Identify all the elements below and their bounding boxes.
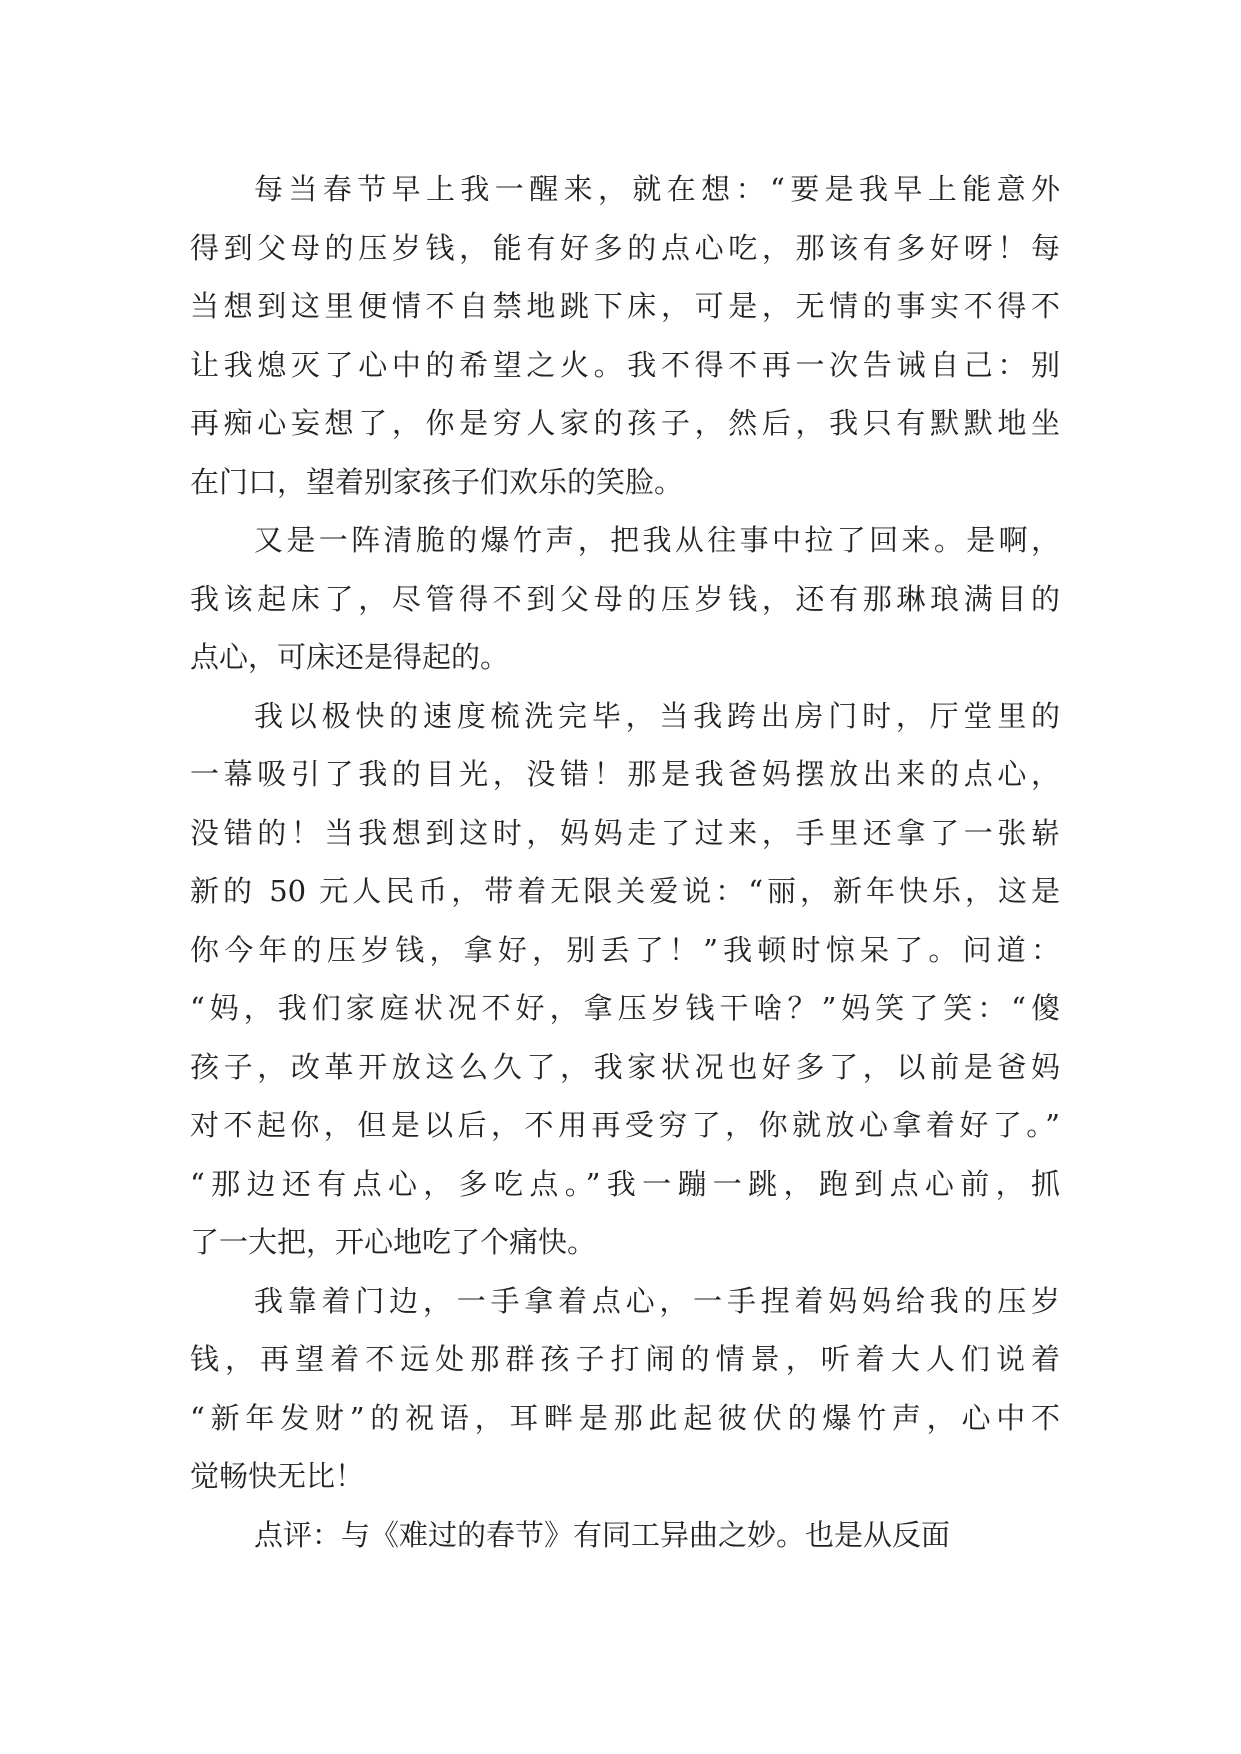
paragraph-1-line-1: 每当春节早上我一醒来，就在想：“要是我早上能意外 — [254, 172, 1060, 206]
paragraph-3-line-9: “那边还有点心，多吃点。”我一蹦一跳，跑到点心前，抓 — [190, 1166, 1060, 1201]
essay-body — [190, 160, 1060, 1564]
paragraph-3-line-3: 没错的！当我想到这时，妈妈走了过来，手里还拿了一张崭 — [190, 815, 1060, 850]
paragraph-2-line-2: 我该起床了，尽管得不到父母的压岁钱，还有那琳琅满目的 — [190, 581, 1060, 616]
paragraph-3-line-5: 你今年的压岁钱，拿好，别丢了！”我顿时惊呆了。问道： — [190, 932, 1060, 967]
paragraph-1-line-2: 得到父母的压岁钱，能有好多的点心吃，那该有多好呀！每 — [190, 230, 1060, 265]
paragraph-1-line-5: 再痴心妄想了，你是穷人家的孩子，然后，我只有默默地坐 — [190, 406, 1060, 440]
paragraph-1-line-6: 在门口，望着别家孩子们欢乐的笑脸。 — [190, 464, 684, 499]
paragraph-2-line-3: 点心，可床还是得起的。 — [190, 640, 510, 674]
paragraph-3-line-2: 一幕吸引了我的目光，没错！那是我爸妈摆放出来的点心， — [190, 757, 1060, 791]
paragraph-4-line-4: 觉畅快无比！ — [190, 1459, 365, 1493]
paragraph-3-line-6: “妈，我们家庭状况不好，拿压岁钱干啥？”妈笑了笑：“傻 — [190, 991, 1060, 1025]
paragraph-3-line-4: 新的 50 元人民币，带着无限关爱说：“丽，新年快乐，这是 — [190, 874, 1060, 908]
paragraph-4-line-2: 钱，再望着不远处那群孩子打闹的情景，听着大人们说着 — [190, 1342, 1060, 1376]
paragraph-1-line-4: 让我熄灭了心中的希望之火。我不得不再一次告诫自己：别 — [190, 347, 1060, 382]
paragraph-1-line-3: 当想到这里便情不自禁地跳下床，可是，无情的事实不得不 — [190, 289, 1060, 323]
paragraph-2-line-1: 又是一阵清脆的爆竹声，把我从往事中拉了回来。是啊， — [254, 523, 1060, 557]
paragraph-3-line-7: 孩子，改革开放这么久了，我家状况也好多了，以前是爸妈 — [190, 1049, 1060, 1084]
paragraph-3-line-8: 对不起你，但是以后，不用再受穷了，你就放心拿着好了。” — [190, 1108, 1060, 1142]
paragraph-3-line-1: 我以极快的速度梳洗完毕，当我跨出房门时，厅堂里的 — [254, 698, 1060, 733]
paragraph-4-line-1: 我靠着门边，一手拿着点心，一手捏着妈妈给我的压岁 — [254, 1283, 1060, 1318]
paragraph-4-line-3: “新年发财”的祝语，耳畔是那此起彼伏的爆竹声，心中不 — [190, 1400, 1060, 1435]
comment-line-1: 点评：与《难过的春节》有同工异曲之妙。也是从反面 — [254, 1517, 951, 1552]
paragraph-3-line-10: 了一大把，开心地吃了个痛快。 — [190, 1225, 597, 1259]
